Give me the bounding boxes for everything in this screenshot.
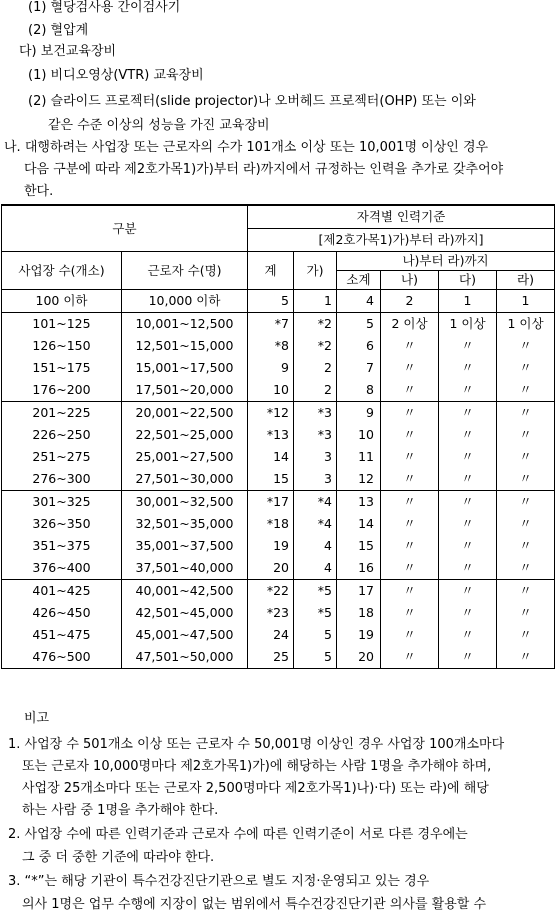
cell-subtotal: 20 [337, 646, 381, 669]
table-row [2, 624, 555, 646]
cell-da: 〃 [439, 357, 497, 379]
cell-da: 〃 [439, 580, 497, 603]
cell-da: 〃 [439, 468, 497, 491]
cell-ra: 〃 [497, 335, 555, 357]
cell-subtotal: 17 [337, 580, 381, 603]
cell-ga: 2 [294, 357, 337, 379]
cell-workers: 47,501~50,000 [122, 646, 248, 669]
cell-da: 〃 [439, 424, 497, 446]
cell-ra: 〃 [497, 646, 555, 669]
text-line-1: (1) 혈당검사용 간이검사기 [28, 0, 181, 15]
cell-sites: 401~425 [2, 580, 122, 603]
cell-total: *12 [248, 402, 294, 425]
table-row [2, 468, 555, 491]
cell-na: 〃 [381, 402, 439, 425]
cell-da: 〃 [439, 646, 497, 669]
cell-na: 〃 [381, 424, 439, 446]
cell-na: 〃 [381, 446, 439, 468]
cell-subtotal: 4 [337, 290, 381, 313]
cell-workers: 37,501~40,000 [122, 557, 248, 580]
table-row [2, 446, 555, 468]
note-line-4: 하는 사람 중 1명을 추가해야 한다. [22, 803, 219, 818]
cell-subtotal: 16 [337, 557, 381, 580]
cell-ga: *5 [294, 602, 337, 624]
cell-sites: 426~450 [2, 602, 122, 624]
cell-ga: *5 [294, 580, 337, 603]
cell-da: 1 이상 [439, 313, 497, 336]
cell-subtotal: 6 [337, 335, 381, 357]
header-criteria: 자격별 인력기준 [248, 205, 555, 229]
cell-workers: 30,001~32,500 [122, 491, 248, 514]
cell-workers: 25,001~27,500 [122, 446, 248, 468]
table-row [2, 379, 555, 402]
cell-ra: 〃 [497, 557, 555, 580]
cell-sites: 126~150 [2, 335, 122, 357]
cell-ra: 〃 [497, 535, 555, 557]
cell-sites: 301~325 [2, 491, 122, 514]
cell-subtotal: 9 [337, 402, 381, 425]
cell-ga: 1 [294, 290, 337, 313]
cell-workers: 32,501~35,000 [122, 513, 248, 535]
cell-ra: 〃 [497, 357, 555, 379]
cell-ra: 〃 [497, 468, 555, 491]
cell-sites: 176~200 [2, 379, 122, 402]
cell-total: 19 [248, 535, 294, 557]
cell-subtotal: 8 [337, 379, 381, 402]
cell-workers: 42,501~45,000 [122, 602, 248, 624]
cell-subtotal: 10 [337, 424, 381, 446]
cell-na: 〃 [381, 513, 439, 535]
cell-ga: *4 [294, 513, 337, 535]
cell-ga: *2 [294, 313, 337, 336]
header-na: 나) [381, 271, 439, 290]
header-division: 구분 [2, 205, 248, 252]
cell-total: 15 [248, 468, 294, 491]
cell-na: 〃 [381, 624, 439, 646]
cell-ra: 〃 [497, 602, 555, 624]
cell-sites: 276~300 [2, 468, 122, 491]
table-row [2, 580, 555, 603]
cell-total: *17 [248, 491, 294, 514]
table-row [2, 513, 555, 535]
text-line-2: (2) 혈압계 [28, 23, 89, 38]
cell-ga: 3 [294, 468, 337, 491]
cell-total: 5 [248, 290, 294, 313]
cell-total: *8 [248, 335, 294, 357]
cell-da: 〃 [439, 535, 497, 557]
header-ra: 라) [497, 271, 555, 290]
cell-total: 9 [248, 357, 294, 379]
cell-na: 〃 [381, 646, 439, 669]
staffing-table [1, 204, 555, 669]
cell-ra: 〃 [497, 580, 555, 603]
cell-sites: 376~400 [2, 557, 122, 580]
cell-workers: 22,501~25,000 [122, 424, 248, 446]
cell-ra: 1 이상 [497, 313, 555, 336]
cell-da: 1 [439, 290, 497, 313]
cell-ra: 〃 [497, 446, 555, 468]
cell-da: 〃 [439, 513, 497, 535]
cell-workers: 12,501~15,000 [122, 335, 248, 357]
table-row [2, 646, 555, 669]
cell-workers: 17,501~20,000 [122, 379, 248, 402]
table-row [2, 557, 555, 580]
cell-sites: 251~275 [2, 446, 122, 468]
cell-sites: 151~175 [2, 357, 122, 379]
cell-total: 20 [248, 557, 294, 580]
table-row [2, 535, 555, 557]
header-ga: 가) [294, 252, 337, 290]
cell-total: *18 [248, 513, 294, 535]
cell-sites: 201~225 [2, 402, 122, 425]
cell-na: 2 이상 [381, 313, 439, 336]
cell-sites: 326~350 [2, 513, 122, 535]
cell-workers: 10,000 이하 [122, 290, 248, 313]
cell-na: 〃 [381, 580, 439, 603]
cell-da: 〃 [439, 491, 497, 514]
table-row [2, 335, 555, 357]
cell-ra: 〃 [497, 402, 555, 425]
cell-ga: 5 [294, 624, 337, 646]
cell-subtotal: 11 [337, 446, 381, 468]
cell-total: *13 [248, 424, 294, 446]
cell-sites: 451~475 [2, 624, 122, 646]
cell-workers: 45,001~47,500 [122, 624, 248, 646]
cell-workers: 40,001~42,500 [122, 580, 248, 603]
note-line-5: 2. 사업장 수에 따른 인력기준과 근로자 수에 따른 인력기준이 서로 다른 경우에는 [8, 827, 468, 842]
text-line-9: 한다. [24, 184, 54, 199]
cell-workers: 35,001~37,500 [122, 535, 248, 557]
cell-da: 〃 [439, 557, 497, 580]
table-row [2, 602, 555, 624]
cell-ra: 〃 [497, 379, 555, 402]
cell-sites: 476~500 [2, 646, 122, 669]
cell-ga: 3 [294, 446, 337, 468]
cell-ga: *4 [294, 491, 337, 514]
header-subtotal: 소계 [337, 271, 381, 290]
note-line-8: 의사 1명은 업무 수행에 지장이 없는 범위에서 특수건강진단기관 의사를 활용할 수 [22, 897, 487, 912]
cell-ga: 4 [294, 557, 337, 580]
cell-workers: 20,001~22,500 [122, 402, 248, 425]
cell-da: 〃 [439, 446, 497, 468]
cell-ga: *2 [294, 335, 337, 357]
header-criteria-sub: [제2호가목1)가)부터 라)까지] [248, 229, 555, 252]
table-row [2, 357, 555, 379]
cell-total: 14 [248, 446, 294, 468]
cell-total: *22 [248, 580, 294, 603]
cell-da: 〃 [439, 624, 497, 646]
cell-ra: 〃 [497, 424, 555, 446]
cell-subtotal: 7 [337, 357, 381, 379]
note-line-2: 또는 근로자 10,000명마다 제2호가목1)가)에 해당하는 사람 1명을 추가해야 하며, [22, 759, 492, 774]
cell-na: 〃 [381, 535, 439, 557]
header-da: 다) [439, 271, 497, 290]
table-row [2, 290, 555, 313]
cell-subtotal: 5 [337, 313, 381, 336]
cell-ga: *3 [294, 424, 337, 446]
cell-na: 〃 [381, 491, 439, 514]
cell-ra: 〃 [497, 624, 555, 646]
cell-sites: 226~250 [2, 424, 122, 446]
cell-na: 〃 [381, 379, 439, 402]
text-line-4: (1) 비디오영상(VTR) 교육장비 [28, 68, 204, 83]
text-line-5: (2) 슬라이드 프로젝터(slide projector)나 오버헤드 프로젝터(OHP) 또는 이와 [28, 94, 476, 109]
cell-subtotal: 14 [337, 513, 381, 535]
header-sites: 사업장 수(개소) [2, 252, 122, 290]
cell-ga: *3 [294, 402, 337, 425]
cell-na: 〃 [381, 357, 439, 379]
cell-total: 10 [248, 379, 294, 402]
cell-total: 25 [248, 646, 294, 669]
cell-subtotal: 12 [337, 468, 381, 491]
cell-workers: 10,001~12,500 [122, 313, 248, 336]
cell-da: 〃 [439, 335, 497, 357]
note-line-3: 사업장 25개소마다 또는 근로자 2,500명마다 제2호가목1)나)·다) 또는 라)에 해당 [22, 781, 489, 796]
cell-na: 〃 [381, 557, 439, 580]
cell-ra: 〃 [497, 513, 555, 535]
cell-subtotal: 19 [337, 624, 381, 646]
header-total: 계 [248, 252, 294, 290]
cell-total: *23 [248, 602, 294, 624]
table-row [2, 424, 555, 446]
cell-workers: 15,001~17,500 [122, 357, 248, 379]
cell-ra: 1 [497, 290, 555, 313]
cell-ga: 5 [294, 646, 337, 669]
table-row [2, 402, 555, 425]
cell-subtotal: 15 [337, 535, 381, 557]
header-na-ra: 나)부터 라)까지 [337, 252, 555, 271]
text-line-3: 다) 보건교육장비 [19, 44, 117, 59]
cell-ra: 〃 [497, 491, 555, 514]
text-line-8: 다음 구분에 따라 제2호가목1)가)부터 라)까지에서 규정하는 인력을 추가로 갖추어야 [24, 162, 504, 177]
cell-workers: 27,501~30,000 [122, 468, 248, 491]
cell-total: *7 [248, 313, 294, 336]
cell-sites: 100 이하 [2, 290, 122, 313]
note-line-1: 1. 사업장 수 501개소 이상 또는 근로자 수 50,001명 이상인 경우 사업장 100개소마다 [8, 737, 505, 752]
cell-total: 24 [248, 624, 294, 646]
cell-da: 〃 [439, 379, 497, 402]
cell-ga: 4 [294, 535, 337, 557]
cell-sites: 101~125 [2, 313, 122, 336]
cell-da: 〃 [439, 402, 497, 425]
cell-na: 〃 [381, 335, 439, 357]
text-line-6: 같은 수준 이상의 성능을 가진 교육장비 [48, 118, 270, 133]
notes-title: 비고 [24, 711, 50, 726]
cell-na: 〃 [381, 602, 439, 624]
table-row [2, 313, 555, 336]
cell-ga: 2 [294, 379, 337, 402]
cell-subtotal: 18 [337, 602, 381, 624]
table-row [2, 491, 555, 514]
note-line-7: 3. “*”는 해당 기관이 특수건강진단기관으로 별도 지정·운영되고 있는 경우 [8, 874, 430, 889]
text-line-7: 나. 대행하려는 사업장 또는 근로자의 수가 101개소 이상 또는 10,001명 이상인 경우 [4, 140, 489, 155]
header-workers: 근로자 수(명) [122, 252, 248, 290]
cell-na: 〃 [381, 468, 439, 491]
cell-sites: 351~375 [2, 535, 122, 557]
cell-da: 〃 [439, 602, 497, 624]
note-line-6: 그 중 더 중한 기준에 따라야 한다. [22, 850, 215, 865]
cell-subtotal: 13 [337, 491, 381, 514]
cell-na: 2 [381, 290, 439, 313]
